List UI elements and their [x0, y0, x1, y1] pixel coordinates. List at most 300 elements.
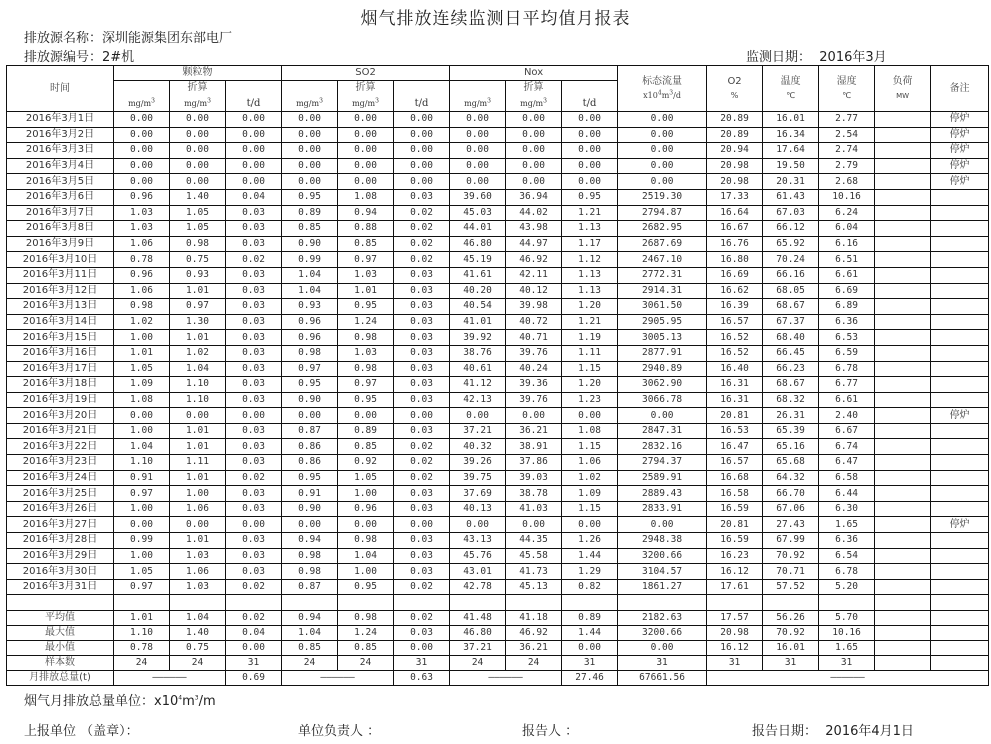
summary-flow: 3200.66 [618, 626, 707, 641]
cell-so2: 0.98 [282, 345, 338, 361]
blank-cell [226, 595, 282, 611]
cell-hum: 6.58 [819, 470, 875, 486]
cell-so2-t: 0.02 [394, 252, 450, 268]
cell-o2: 16.64 [707, 205, 763, 221]
so2-total: 0.63 [394, 671, 450, 686]
cell-so2: 0.90 [282, 501, 338, 517]
cell-nox-t: 0.00 [562, 517, 618, 533]
cell-so2-c: 0.85 [338, 439, 394, 455]
cell-so2-c: 0.88 [338, 221, 394, 237]
cell-remark: 停炉 [931, 158, 989, 174]
cell-nox-c: 0.00 [506, 517, 562, 533]
cell-so2: 1.04 [282, 267, 338, 283]
cell-nox-t: 0.00 [562, 112, 618, 128]
summary-row [7, 641, 989, 656]
cell-so2-t: 0.00 [394, 127, 450, 143]
cell-pm-t: 0.00 [226, 127, 282, 143]
blank-cell [338, 595, 394, 611]
summary-empty [875, 611, 931, 626]
cell-pm-c: 0.93 [170, 267, 226, 283]
header-time: 时间 [7, 66, 114, 112]
other-total-dash: —————— [707, 671, 989, 686]
cell-nox-t: 0.00 [562, 143, 618, 159]
summary-hum: 10.16 [819, 626, 875, 641]
cell-so2: 0.96 [282, 330, 338, 346]
blank-cell [450, 595, 506, 611]
cell-nox: 0.00 [450, 174, 506, 190]
cell-pm: 1.03 [114, 205, 170, 221]
summary-temp: 70.92 [763, 626, 819, 641]
cell-load [875, 158, 931, 174]
row-date: 2016年3月12日 [7, 283, 114, 299]
cell-flow: 2772.31 [618, 267, 707, 283]
cell-temp: 19.50 [763, 158, 819, 174]
cell-so2-t: 0.00 [394, 174, 450, 190]
report-title: 烟气排放连续监测日平均值月报表 [360, 9, 631, 29]
cell-pm-t: 0.00 [226, 408, 282, 424]
cell-load [875, 221, 931, 237]
cell-flow: 3200.66 [618, 548, 707, 564]
cell-so2-c: 1.05 [338, 470, 394, 486]
cell-nox: 42.13 [450, 392, 506, 408]
cell-hum: 6.69 [819, 283, 875, 299]
cell-pm: 1.00 [114, 548, 170, 564]
cell-pm-c: 1.01 [170, 423, 226, 439]
cell-nox-c: 39.36 [506, 377, 562, 393]
cell-flow: 0.00 [618, 112, 707, 128]
cell-nox-c: 40.71 [506, 330, 562, 346]
summary-row [7, 611, 989, 626]
cell-o2: 20.94 [707, 143, 763, 159]
summary-so2-t: 31 [394, 656, 450, 671]
cell-so2-t: 0.03 [394, 283, 450, 299]
cell-pm-c: 0.00 [170, 158, 226, 174]
summary-pm: 24 [114, 656, 170, 671]
cell-load [875, 314, 931, 330]
summary-empty [931, 611, 989, 626]
table-row [7, 252, 989, 268]
cell-so2-t: 0.00 [394, 158, 450, 174]
source-id-line [24, 46, 134, 65]
cell-remark [931, 345, 989, 361]
cell-so2-c: 0.00 [338, 158, 394, 174]
cell-remark [931, 377, 989, 393]
cell-temp: 70.24 [763, 252, 819, 268]
cell-load [875, 533, 931, 549]
cell-nox-t: 1.15 [562, 361, 618, 377]
cell-so2-t: 0.03 [394, 189, 450, 205]
flue-unit-note: 烟气月排放总量单位：$x10^4m^3/m$ [24, 694, 216, 709]
cell-temp: 64.32 [763, 470, 819, 486]
cell-nox: 38.76 [450, 345, 506, 361]
cell-pm-t: 0.00 [226, 158, 282, 174]
header-nox: Nox [450, 66, 618, 81]
temp-label: 温度 [780, 75, 801, 87]
cell-nox-c: 39.76 [506, 392, 562, 408]
nox-header-converted: 折算 [506, 81, 562, 96]
cell-hum: 6.53 [819, 330, 875, 346]
row-date: 2016年3月19日 [7, 392, 114, 408]
cell-nox-c: 40.12 [506, 283, 562, 299]
cell-pm-c: 1.01 [170, 330, 226, 346]
cell-so2-c: 0.97 [338, 252, 394, 268]
cell-o2: 16.57 [707, 314, 763, 330]
cell-nox: 42.78 [450, 579, 506, 595]
load-unit: MW [896, 91, 910, 100]
blank-cell [875, 595, 931, 611]
cell-so2-c: 0.98 [338, 330, 394, 346]
cell-temp: 65.39 [763, 423, 819, 439]
cell-so2: 0.00 [282, 112, 338, 128]
cell-flow: 0.00 [618, 517, 707, 533]
summary-hum: 1.65 [819, 641, 875, 656]
cell-nox: 40.20 [450, 283, 506, 299]
summary-so2-c: 1.24 [338, 626, 394, 641]
so2-header-converted: 折算 [338, 81, 394, 96]
summary-flow: 0.00 [618, 641, 707, 656]
so2-unit-raw: $mg/m^3$ [282, 96, 338, 112]
cell-nox-t: 0.82 [562, 579, 618, 595]
header-load [875, 66, 931, 112]
cell-pm-t: 0.03 [226, 486, 282, 502]
cell-pm-t: 0.03 [226, 205, 282, 221]
blank-cell [7, 595, 114, 611]
cell-pm-c: 1.10 [170, 377, 226, 393]
cell-nox: 0.00 [450, 143, 506, 159]
cell-nox: 45.19 [450, 252, 506, 268]
cell-nox-c: 0.00 [506, 127, 562, 143]
cell-temp: 66.23 [763, 361, 819, 377]
cell-so2-c: 0.00 [338, 143, 394, 159]
row-date: 2016年3月16日 [7, 345, 114, 361]
cell-so2: 0.97 [282, 361, 338, 377]
table-row [7, 423, 989, 439]
row-date: 2016年3月5日 [7, 174, 114, 190]
cell-so2: 0.86 [282, 439, 338, 455]
cell-so2-c: 0.95 [338, 579, 394, 595]
cell-nox-t: 1.19 [562, 330, 618, 346]
cell-flow: 0.00 [618, 174, 707, 190]
cell-pm: 1.00 [114, 501, 170, 517]
cell-so2-t: 0.03 [394, 564, 450, 580]
cell-nox-c: 0.00 [506, 174, 562, 190]
cell-nox-t: 1.20 [562, 377, 618, 393]
cell-pm-c: 1.10 [170, 392, 226, 408]
summary-o2: 17.57 [707, 611, 763, 626]
cell-nox-c: 44.97 [506, 236, 562, 252]
row-date: 2016年3月3日 [7, 143, 114, 159]
cell-hum: 6.47 [819, 455, 875, 471]
cell-flow: 3061.50 [618, 299, 707, 315]
row-date: 2016年3月30日 [7, 564, 114, 580]
cell-pm-t: 0.00 [226, 174, 282, 190]
cell-pm-t: 0.03 [226, 283, 282, 299]
cell-hum: 6.36 [819, 533, 875, 549]
nox-unit-conv: $mg/m^3$ [506, 96, 562, 112]
cell-so2: 0.95 [282, 189, 338, 205]
nox-header-blank [450, 81, 506, 96]
cell-nox-t: 1.21 [562, 205, 618, 221]
cell-remark [931, 486, 989, 502]
cell-remark [931, 330, 989, 346]
cell-flow: 0.00 [618, 127, 707, 143]
cell-load [875, 455, 931, 471]
cell-nox-c: 0.00 [506, 158, 562, 174]
cell-pm-t: 0.03 [226, 267, 282, 283]
particulate-unit-td: t/d [226, 96, 282, 112]
cell-nox: 40.54 [450, 299, 506, 315]
flow-total: 67661.56 [618, 671, 707, 686]
cell-o2: 17.61 [707, 579, 763, 595]
cell-pm-t: 0.00 [226, 143, 282, 159]
summary-row [7, 626, 989, 641]
humidity-unit: ℃ [842, 90, 852, 100]
cell-remark [931, 564, 989, 580]
so2-header-blank [282, 81, 338, 96]
cell-remark [931, 252, 989, 268]
source-name-label: 排放源名称： [24, 31, 103, 46]
cell-flow: 2889.43 [618, 486, 707, 502]
row-date: 2016年3月7日 [7, 205, 114, 221]
cell-nox: 39.92 [450, 330, 506, 346]
cell-nox-t: 1.15 [562, 501, 618, 517]
cell-temp: 68.05 [763, 283, 819, 299]
table-row [7, 564, 989, 580]
cell-pm: 0.97 [114, 579, 170, 595]
cell-nox-t: 1.21 [562, 314, 618, 330]
cell-temp: 67.99 [763, 533, 819, 549]
cell-pm-c: 1.01 [170, 470, 226, 486]
cell-remark [931, 423, 989, 439]
cell-nox-t: 1.08 [562, 423, 618, 439]
cell-pm-c: 1.01 [170, 533, 226, 549]
nox-total-dash: —————— [450, 671, 562, 686]
cell-nox: 44.01 [450, 221, 506, 237]
table-row [7, 548, 989, 564]
summary-nox-t: 0.89 [562, 611, 618, 626]
cell-nox-c: 39.98 [506, 299, 562, 315]
cell-o2: 16.53 [707, 423, 763, 439]
cell-so2-c: 0.95 [338, 392, 394, 408]
summary-nox: 24 [450, 656, 506, 671]
summary-hum: 31 [819, 656, 875, 671]
cell-pm-t: 0.03 [226, 455, 282, 471]
cell-hum: 6.59 [819, 345, 875, 361]
cell-hum: 6.61 [819, 392, 875, 408]
summary-nox-c: 24 [506, 656, 562, 671]
cell-pm-t: 0.02 [226, 470, 282, 486]
header-humidity [819, 66, 875, 112]
cell-pm: 1.10 [114, 455, 170, 471]
cell-o2: 20.89 [707, 112, 763, 128]
cell-so2-t: 0.02 [394, 439, 450, 455]
cell-hum: 6.04 [819, 221, 875, 237]
source-id: 2#机 [102, 50, 135, 65]
particulate-header-blank2 [226, 81, 282, 96]
cell-nox-t: 1.13 [562, 283, 618, 299]
cell-so2: 0.99 [282, 252, 338, 268]
summary-pm-c: 1.40 [170, 626, 226, 641]
particulate-header-converted: 折算 [170, 81, 226, 96]
cell-pm: 0.00 [114, 408, 170, 424]
monitor-date-label: 监测日期： [746, 50, 812, 65]
cell-so2-c: 1.00 [338, 486, 394, 502]
cell-pm: 0.00 [114, 127, 170, 143]
summary-temp: 16.01 [763, 641, 819, 656]
cell-pm-c: 1.00 [170, 486, 226, 502]
cell-nox: 0.00 [450, 112, 506, 128]
cell-temp: 68.32 [763, 392, 819, 408]
flue-unit-tail: /m [198, 694, 216, 709]
nox-unit-td: t/d [562, 96, 618, 112]
cell-hum: 2.40 [819, 408, 875, 424]
cell-hum: 6.36 [819, 314, 875, 330]
cell-so2: 0.93 [282, 299, 338, 315]
cell-so2: 0.95 [282, 470, 338, 486]
cell-pm-t: 0.03 [226, 501, 282, 517]
cell-nox-t: 1.26 [562, 533, 618, 549]
summary-so2: 1.04 [282, 626, 338, 641]
cell-load [875, 267, 931, 283]
cell-remark [931, 189, 989, 205]
summary-label: 最大值 [7, 626, 114, 641]
so2-header-blank2 [394, 81, 450, 96]
cell-o2: 20.81 [707, 517, 763, 533]
cell-nox: 0.00 [450, 158, 506, 174]
cell-load [875, 236, 931, 252]
table-row [7, 158, 989, 174]
cell-hum: 2.77 [819, 112, 875, 128]
cell-nox: 41.61 [450, 267, 506, 283]
cell-pm-t: 0.03 [226, 314, 282, 330]
summary-so2-c: 24 [338, 656, 394, 671]
summary-so2-t: 0.02 [394, 611, 450, 626]
table-row [7, 517, 989, 533]
cell-hum: 2.79 [819, 158, 875, 174]
cell-pm-t: 0.03 [226, 392, 282, 408]
cell-load [875, 486, 931, 502]
cell-load [875, 548, 931, 564]
report-date-line [752, 720, 914, 739]
cell-pm: 1.06 [114, 236, 170, 252]
cell-pm-t: 0.02 [226, 579, 282, 595]
cell-remark [931, 439, 989, 455]
row-date: 2016年3月26日 [7, 501, 114, 517]
cell-nox: 41.01 [450, 314, 506, 330]
cell-pm-c: 0.97 [170, 299, 226, 315]
cell-remark: 停炉 [931, 112, 989, 128]
total-label: 月排放总量(t) [7, 671, 114, 686]
cell-pm: 1.06 [114, 283, 170, 299]
cell-load [875, 205, 931, 221]
cell-remark [931, 579, 989, 595]
cell-pm: 1.09 [114, 377, 170, 393]
cell-load [875, 439, 931, 455]
cell-flow: 0.00 [618, 158, 707, 174]
cell-so2-t: 0.02 [394, 205, 450, 221]
cell-hum: 6.78 [819, 361, 875, 377]
cell-so2-c: 0.95 [338, 299, 394, 315]
cell-so2-t: 0.03 [394, 330, 450, 346]
row-date: 2016年3月13日 [7, 299, 114, 315]
cell-nox-t: 0.00 [562, 127, 618, 143]
table-row [7, 533, 989, 549]
cell-temp: 68.67 [763, 377, 819, 393]
summary-label: 平均值 [7, 611, 114, 626]
cell-o2: 16.23 [707, 548, 763, 564]
cell-so2-c: 1.01 [338, 283, 394, 299]
cell-load [875, 564, 931, 580]
cell-load [875, 283, 931, 299]
cell-so2-t: 0.03 [394, 392, 450, 408]
table-row [7, 377, 989, 393]
row-date: 2016年3月27日 [7, 517, 114, 533]
cell-temp: 66.12 [763, 221, 819, 237]
cell-so2: 0.89 [282, 205, 338, 221]
cell-so2: 0.98 [282, 548, 338, 564]
cell-hum: 6.16 [819, 236, 875, 252]
cell-nox-c: 0.00 [506, 143, 562, 159]
blank-cell [282, 595, 338, 611]
summary-empty [931, 641, 989, 656]
cell-so2-t: 0.03 [394, 267, 450, 283]
cell-o2: 16.62 [707, 283, 763, 299]
summary-pm: 0.78 [114, 641, 170, 656]
row-date: 2016年3月2日 [7, 127, 114, 143]
blank-cell [618, 595, 707, 611]
cell-o2: 16.39 [707, 299, 763, 315]
summary-o2: 16.12 [707, 641, 763, 656]
cell-pm: 0.99 [114, 533, 170, 549]
cell-remark [931, 455, 989, 471]
cell-o2: 16.31 [707, 392, 763, 408]
cell-nox-t: 1.09 [562, 486, 618, 502]
row-date: 2016年3月14日 [7, 314, 114, 330]
header-particulate: 颗粒物 [114, 66, 282, 81]
cell-pm: 1.05 [114, 361, 170, 377]
cell-nox: 40.32 [450, 439, 506, 455]
table-row [7, 439, 989, 455]
pm-total-dash: —————— [114, 671, 226, 686]
header-temp [763, 66, 819, 112]
summary-pm: 1.10 [114, 626, 170, 641]
cell-nox-t: 1.06 [562, 455, 618, 471]
cell-o2: 16.59 [707, 533, 763, 549]
table-row [7, 221, 989, 237]
cell-hum: 2.74 [819, 143, 875, 159]
summary-pm-t: 31 [226, 656, 282, 671]
cell-flow: 2940.89 [618, 361, 707, 377]
row-date: 2016年3月18日 [7, 377, 114, 393]
cell-pm-t: 0.00 [226, 112, 282, 128]
cell-so2-t: 0.03 [394, 548, 450, 564]
particulate-unit-raw: $mg/m^3$ [114, 96, 170, 112]
blank-cell [707, 595, 763, 611]
cell-hum: 2.54 [819, 127, 875, 143]
cell-flow: 1861.27 [618, 579, 707, 595]
row-date: 2016年3月8日 [7, 221, 114, 237]
cell-remark: 停炉 [931, 408, 989, 424]
cell-temp: 16.01 [763, 112, 819, 128]
cell-so2: 0.00 [282, 408, 338, 424]
o2-label: O2 [727, 75, 742, 87]
cell-nox-c: 39.76 [506, 345, 562, 361]
cell-temp: 66.16 [763, 267, 819, 283]
cell-pm: 1.00 [114, 423, 170, 439]
cell-nox: 46.80 [450, 236, 506, 252]
table-row [7, 470, 989, 486]
table-row [7, 486, 989, 502]
